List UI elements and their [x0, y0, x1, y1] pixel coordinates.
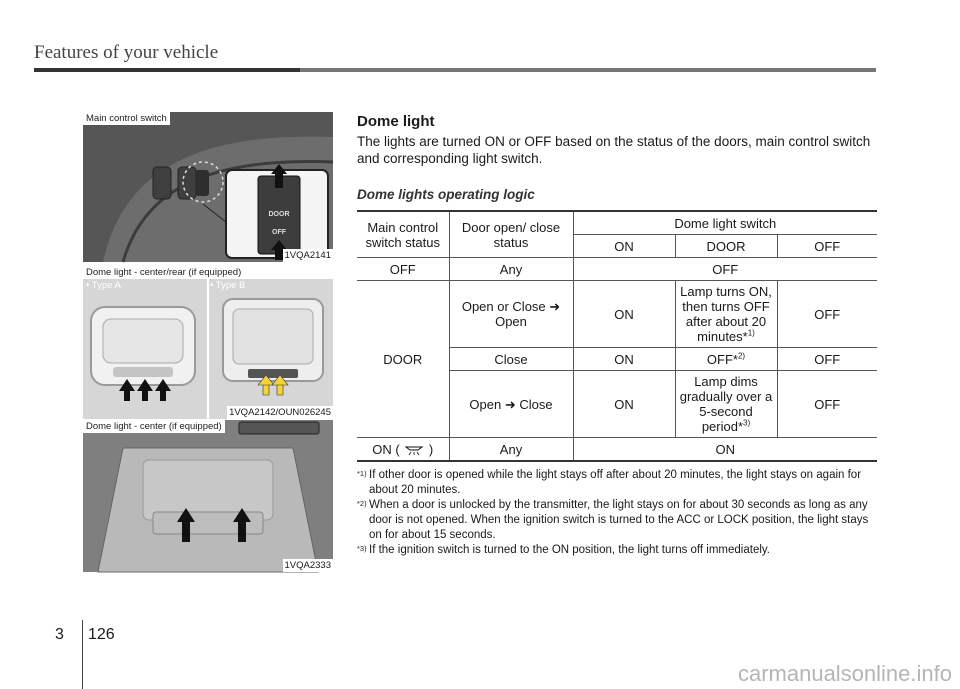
- dome-light-icon: [403, 445, 425, 456]
- switch-off-label: OFF: [272, 229, 286, 236]
- dome-light-center-figure: [83, 420, 333, 572]
- footer-divider: [82, 620, 83, 689]
- table-row: [357, 438, 877, 462]
- cell-on: ON: [573, 281, 675, 348]
- dome-light-logic-table: [357, 210, 877, 462]
- table-row: [357, 258, 877, 281]
- figure-caption-dome-center: Dome light - center (if equipped): [83, 420, 225, 433]
- figure-code-3: 1VQA2333: [284, 560, 331, 571]
- section-intro: The lights are turned ON or OFF based on the status of the doors, main control switch and corresponding light switch.: [357, 134, 871, 166]
- figure-code-1: 1VQA2141: [284, 250, 331, 261]
- figure-caption-main-switch: Main control switch: [83, 112, 170, 125]
- section-subtitle: Dome lights operating logic: [357, 187, 535, 202]
- header-dome-light-switch: Dome light switch: [573, 211, 877, 235]
- cell-on: ON: [573, 348, 675, 371]
- cell-off: OFF: [777, 281, 877, 348]
- dome-light-center-illustration: [83, 420, 333, 572]
- header-main-control: Main control switch status: [357, 211, 449, 258]
- cell-result: OFF: [573, 258, 877, 281]
- cell-off: OFF: [777, 348, 877, 371]
- cell-door: Close: [449, 348, 573, 371]
- cell-door-position: Lamp turns ON, then turns OFF after about 20 minutes*$^{1)}$: [675, 281, 777, 348]
- footnote-2: *2) When a door is unlocked by the transmitter, the light stays on for about 30 seconds as long as any door is not opened. When the ignition switch is turned to the ACC or LOCK position, the light stays on for about 15 seconds.: [357, 499, 869, 541]
- figure-code-2: 1VQA2142/OUN026245: [229, 407, 331, 418]
- header-rule: [34, 68, 876, 72]
- watermark-text: carmanualsonline.info: [737, 661, 952, 686]
- cell-door: Open or Close ➜ Open: [449, 281, 573, 348]
- table-row: [357, 281, 877, 348]
- chapter-number: 3: [55, 626, 64, 643]
- footnotes: [357, 468, 877, 558]
- footnote-1: *1) If other door is opened while the light stays off after about 20 minutes, the light stays on again for about 20 minutes.: [357, 469, 862, 496]
- cell-door-position: OFF*$^{2)}$: [675, 348, 777, 371]
- header-on: ON: [573, 235, 675, 258]
- cell-door: Any: [449, 258, 573, 281]
- cell-door: Any: [449, 438, 573, 462]
- type-a-label: • Type A: [86, 280, 121, 291]
- dome-light-types-illustration: [83, 279, 333, 419]
- cell-door-position: Lamp dims gradually over a 5-second period*$^{3)}$: [675, 371, 777, 438]
- page-header-title: Features of your vehicle: [34, 42, 219, 63]
- section-title: Dome light: [357, 113, 435, 130]
- cell-main: OFF: [357, 258, 449, 281]
- main-control-switch-figure: [83, 112, 333, 262]
- cell-door: Open ➜ Close: [449, 371, 573, 438]
- dashboard-illustration: [83, 112, 333, 262]
- table-header-row: [357, 211, 877, 235]
- header-door-position: DOOR: [675, 235, 777, 258]
- cell-main: ON ( ): [357, 438, 449, 462]
- type-b-label: • Type B: [210, 280, 246, 291]
- cell-on: ON: [573, 371, 675, 438]
- header-door-open-close: Door open/ close status: [449, 211, 573, 258]
- header-off: OFF: [777, 235, 877, 258]
- cell-result: ON: [573, 438, 877, 462]
- page-number: 126: [88, 626, 115, 643]
- cell-off: OFF: [777, 371, 877, 438]
- switch-door-label: DOOR: [268, 211, 290, 218]
- footnote-3: *3) If the ignition switch is turned to the ON position, the light turns off immediately.: [357, 544, 770, 556]
- cell-main-door: DOOR: [357, 281, 449, 438]
- figure-caption-dome-center-rear: Dome light - center/rear (if equipped): [83, 266, 244, 279]
- dome-light-types-figure: [83, 267, 333, 419]
